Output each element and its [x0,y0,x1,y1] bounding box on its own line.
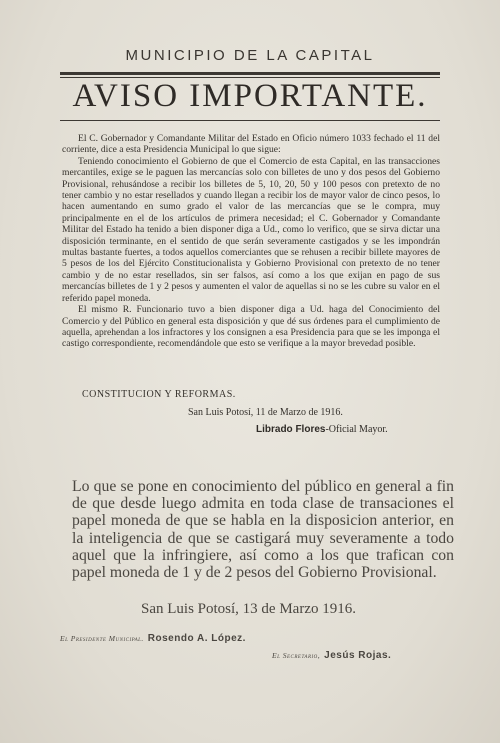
municipio-heading: MUNICIPIO DE LA CAPITAL [125,47,375,64]
headline-rule [60,120,440,121]
aviso-headline: AVISO IMPORTANTE. [72,78,428,114]
secretary-signature [272,650,391,661]
president-title: El Presidente Municipal. [60,634,144,643]
notice-date: San Luis Potosí, 11 de Marzo de 1916. [188,407,343,418]
proclamation-text: Lo que se pone en conocimiento del público en general a fin de que desde luego admita en toda clase de transaciones el papel moneda de que se habla en la disposicion anterior, en la inteligencia de que se castigará muy severamente a todo aquel que la infringiere, así como a los que trafican con papel moneda de 1 y de 2 pesos del Gobierno Provisional. [72,478,454,582]
secretary-title: El Secretario, [272,651,321,660]
notice-signature [256,424,388,435]
notice-body [62,133,440,350]
heading-rule-thick [60,72,440,75]
notice-paragraph-1: El C. Gobernador y Comandante Militar del Estado en Oficio número 1033 fechado el 11 del corriente, dice a esta Presidencia Municipal lo que sigue: [62,133,440,156]
signer-name: Librado Flores [256,424,326,435]
notice-paragraph-2: Teniendo conocimiento el Gobierno de que el Comercio de esta Capital, en las transacciones mercantiles, exige se le paguen las mercancías solo con billetes de uno y dos pesos del Gobierno Provisional, rehusándose a recibir los billetes de 5, 10, 20, 50 y 100 pesos con pretexto de no tener cambio y no estar resellados y cuando llegan a recibir los de mayor valor de cinco pesos, lo hacen aumentando en sumo grado el valor de las mercancías que se le compra, muy principalmente en el de los artículos de primera necesidad; el C. Gobernador y Comandante Militar del Estado ha tenido a bien disponer diga a Ud., como lo verifico, que se sirva dictar una disposición terminante, en el sentido de que serán severamente castigados y se les impondrán multas bastante fuertes, a todos aquellos comerciantes que se rehusen a recibir billete mayores de 5 pesos de los del Ejército Constitucionalista y Gobierno Provisional con pretexto de no tener cambio y de no estar resellados, sin ser falsos, así como a los que exijan en pago de sus mercancías billetes de 1 y 2 pesos y aumenten el valor de aquellas si no se les cubre su valor en el referido papel moneda. [62,155,440,304]
motto: CONSTITUCION Y REFORMAS. [82,389,236,400]
proclamation-date: San Luis Potosí, 13 de Marzo 1916. [141,601,356,617]
signer-title: -Oficial Mayor. [325,424,388,435]
president-name: Rosendo A. López. [147,633,246,644]
notice-paragraph-3: El mismo R. Funcionario tuvo a bien disponer diga a Ud. haga del Conocimiento del Comercio y del Público en general esta disposición y que dé sus órdenes para el cumplimiento de aquella, aprehendan a los infractores y los consignen a esa Presidencia para que se les imponga el castigo correspondiente, recomendándole que esto se verifique a la mayor brevedad posible. [62,304,440,350]
secretary-name: Jesús Rojas. [324,650,392,661]
president-signature [60,633,246,644]
